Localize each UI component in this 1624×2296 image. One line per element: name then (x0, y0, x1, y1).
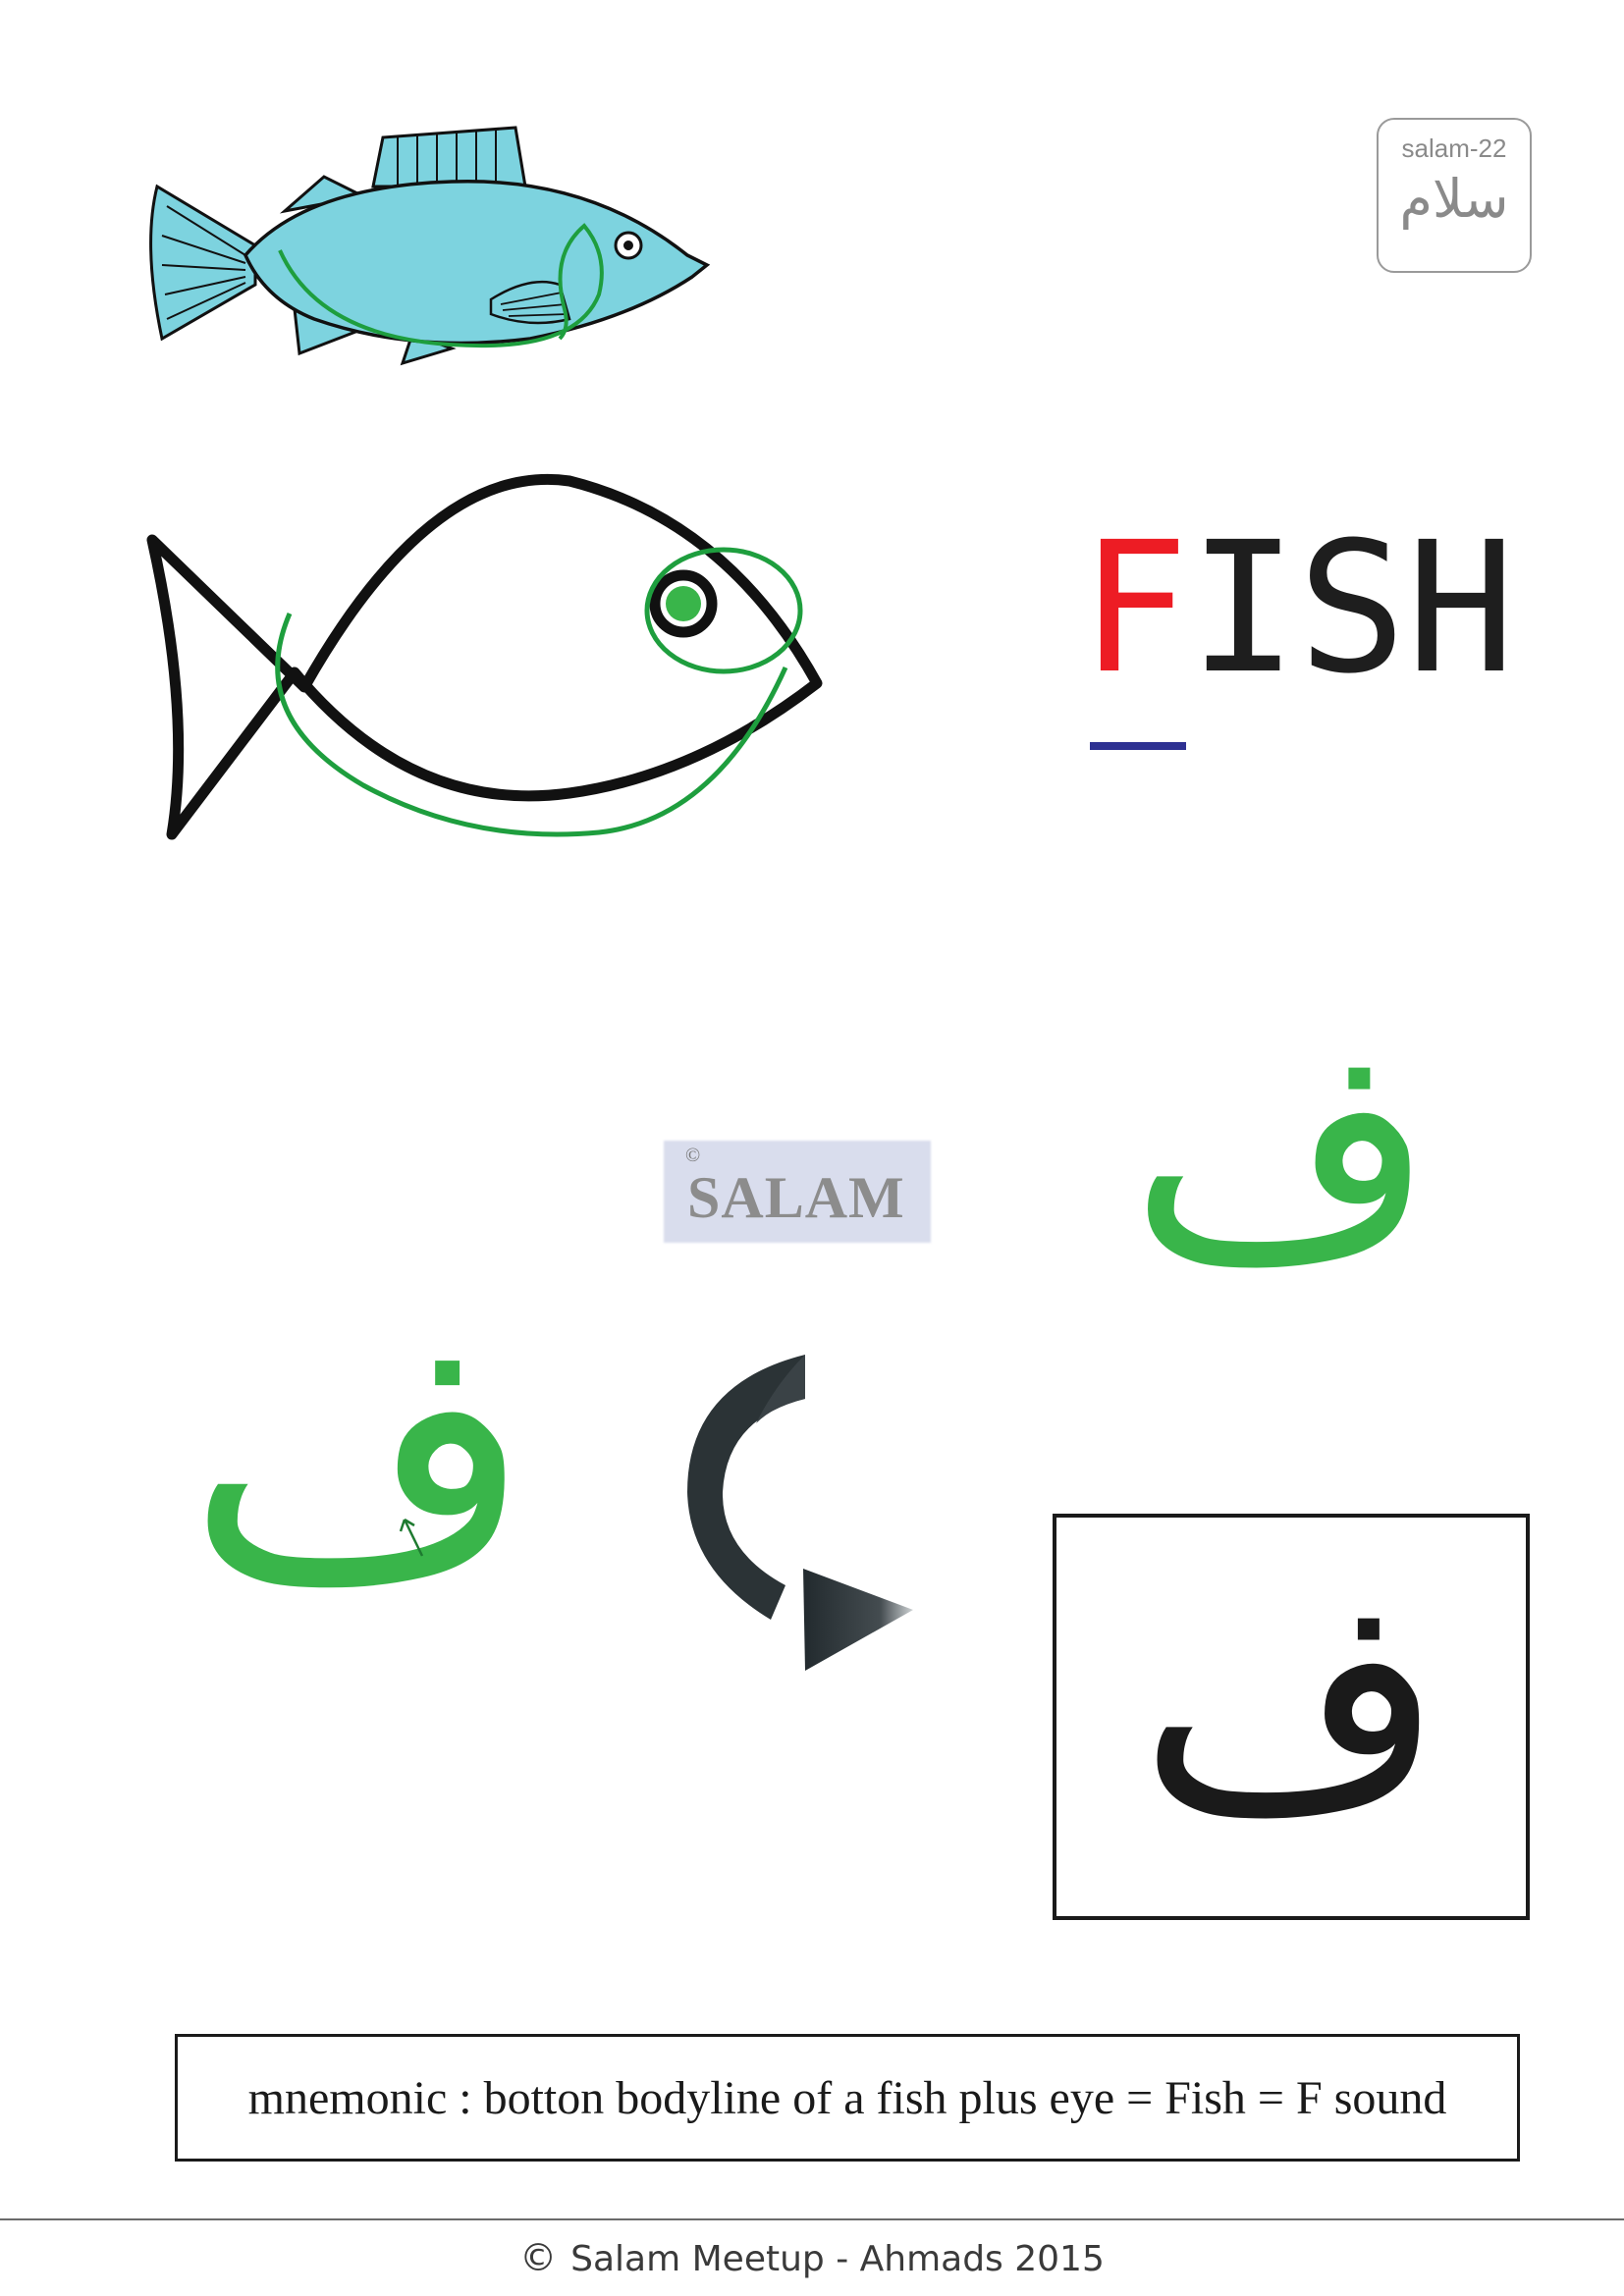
badge-arabic-word: سلام (1399, 168, 1509, 230)
curved-arrow-icon (677, 1345, 923, 1679)
letter-green-isolated: ف (1129, 982, 1435, 1324)
boxed-letter-glyph: ف (1138, 1532, 1444, 1875)
footer-divider (0, 2218, 1624, 2220)
fish-tail (151, 187, 255, 339)
footer (0, 2236, 1624, 2279)
keyword (1080, 504, 1516, 714)
fish-outline (152, 479, 817, 834)
boxed-letter (1053, 1514, 1530, 1920)
lesson-code: salam-22 (1401, 133, 1507, 163)
footer-copyright-symbol: © (519, 2236, 558, 2279)
watermark-text: SALAM (687, 1165, 905, 1230)
mnemonic-caption: mnemonic : botton bodyline of a fish plus eye = Fish = F sound (175, 2034, 1520, 2162)
keyword-first-letter: F (1080, 504, 1189, 714)
footer-text: Salam Meetup - Ahmads 2015 (570, 2239, 1105, 2279)
watermark-copyright: © (685, 1145, 701, 1166)
small-arrow-icon (393, 1512, 432, 1561)
first-letter-underline (1090, 742, 1186, 750)
fish-line-drawing (137, 461, 844, 854)
lesson-badge (1377, 118, 1532, 273)
keyword-rest: ISH (1188, 504, 1516, 714)
fish-illustration (137, 118, 727, 383)
fish-body (245, 182, 707, 344)
letter-green-mnemonic: ف (187, 1263, 533, 1652)
